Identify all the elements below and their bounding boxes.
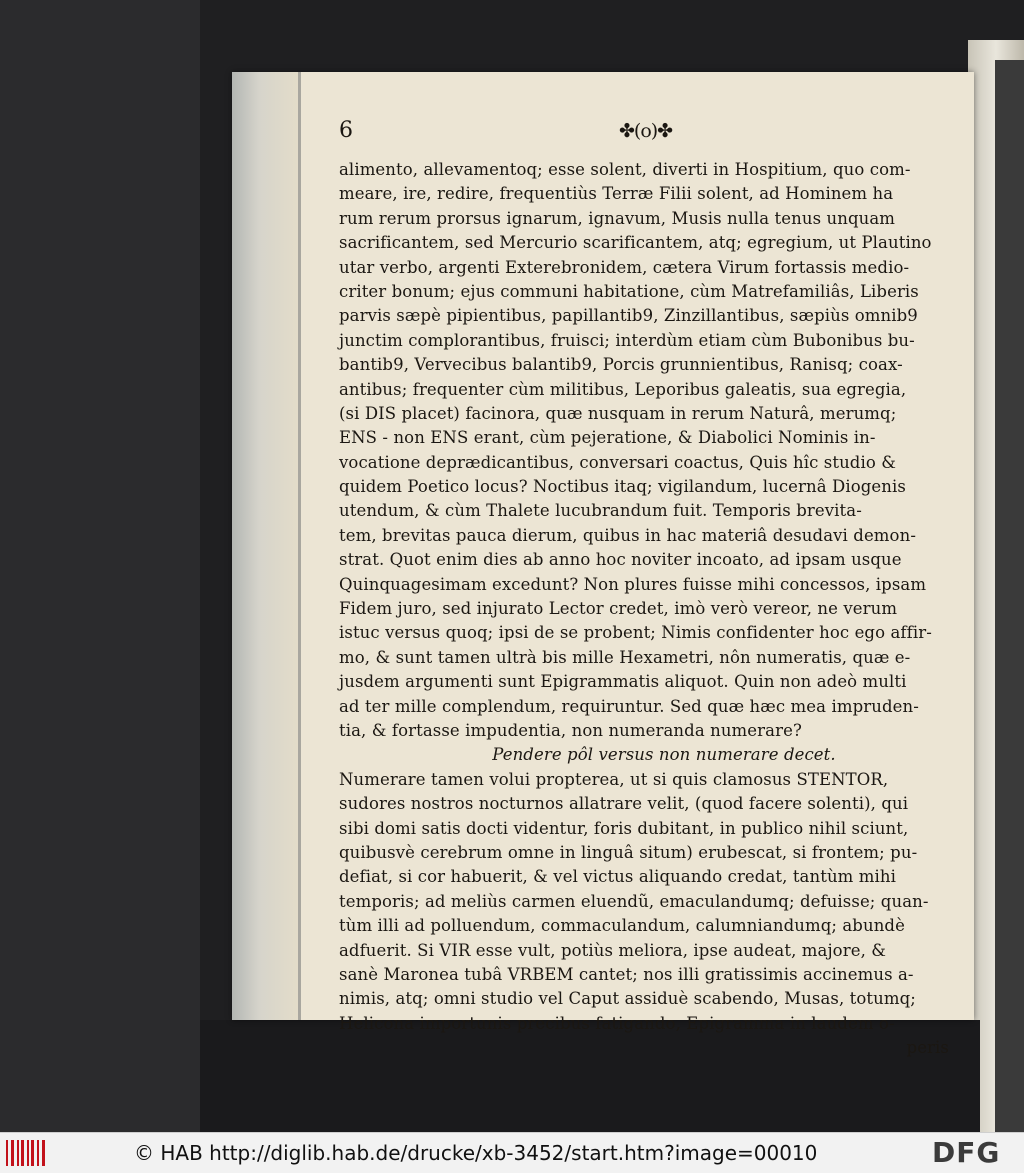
text-line: temporis; ad meliùs carmen eluendũ, emaculandumq; defuisse; quan- (339, 891, 929, 911)
text-line: antibus; frequenter cùm militibus, Leporibus galeatis, sua egregia, (339, 379, 907, 399)
text-line: (si DIS placet) facinora, quæ nusquam in rerum Naturâ, merumq; (339, 403, 897, 423)
footer-bar (0, 1132, 1024, 1173)
text-line: meare, ire, redire, frequentiùs Terræ Filii solent, ad Hominem ha (339, 184, 894, 204)
copyright-url-link[interactable]: © HAB http://diglib.hab.de/drucke/xb-3452/start.htm?image=00010 (134, 1141, 818, 1165)
text-line: alimento, allevamentoq; esse solent, diverti in Hospitium, quo com- (339, 160, 911, 179)
catchword: peris (906, 1038, 949, 1058)
text-line: mo, & sunt tamen ultrà bis mille Hexametri, nôn numeratis, quæ e- (339, 647, 911, 667)
text-line: nimis, atq; omni studio vel Caput assiduè scabendo, Musas, totumq; (339, 989, 916, 1009)
text-line: Helicona importunis precibus fatigando, Epigramma in laudem o- (339, 1013, 895, 1033)
text-line: ENS - non ENS erant, cùm pejeratione, & Diabolici Nominis in- (339, 428, 876, 448)
text-line: sibi domi satis docti videntur, foris dubitant, in publico nihil sciunt, (339, 818, 909, 838)
text-line: istuc versus quoq; ipsi de se probent; Nimis confidenter hoc ego affir- (339, 623, 932, 643)
text-line: vocatione deprædicantibus, conversari coactus, Quis hîc studio & (339, 452, 897, 472)
paragraph-1 (339, 158, 949, 743)
text-line: adfuerit. Si VIR esse vult, potiùs meliora, ipse audeat, majore, & (339, 940, 887, 960)
page-fold (298, 72, 301, 1020)
text-line: quibusvè cerebrum omne in linguâ situm) erubescat, si frontem; pu- (339, 842, 918, 862)
text-line: quidem Poetico locus? Noctibus itaq; vigilandum, lucernâ Diogenis (339, 477, 906, 497)
hab-barcode-logo-icon (6, 1140, 46, 1166)
text-line: defiat, si cor habuerit, & vel victus aliquando credat, tantùm mihi (339, 867, 896, 887)
header-ornament: ✤(o)✤ (619, 120, 673, 142)
book-cover-left (0, 0, 200, 1132)
text-line: bantib9, Vervecibus balantib9, Porcis grunnientibus, Ranisq; coax- (339, 355, 903, 375)
text-line: criter bonum; ejus communi habitatione, cùm Matrefamiliâs, Liberis (339, 281, 919, 301)
text-line: strat. Quot enim dies ab anno hoc noviter incoato, ad ipsam usque (339, 550, 902, 570)
page-text (339, 118, 949, 1060)
text-line: jusdem argumenti sunt Epigrammatis aliquot. Quin non adeò multi (339, 672, 907, 692)
book-cover-right (995, 60, 1024, 1132)
text-line: utar verbo, argenti Exterebronidem, cætera Virum fortassis medio- (339, 257, 910, 277)
dfg-logo: DFG (932, 1136, 1001, 1169)
page-header (339, 118, 949, 158)
page-gutter (232, 72, 300, 1020)
text-line: tia, & fortasse impudentia, non numeranda numerare? (339, 720, 802, 740)
paragraph-2 (339, 768, 949, 1036)
text-line: parvis sæpè pipientibus, papillantib9, Zinzillantibus, sæpiùs omnib9 (339, 306, 918, 326)
text-line: tùm illi ad polluendum, commaculandum, calumniandumq; abundè (339, 916, 905, 936)
text-line: Fidem juro, sed injurato Lector credet, imò verò vereor, ne verum (339, 599, 898, 619)
text-line: sudores nostros nocturnos allatrare velit, (quod facere solenti), qui (339, 794, 909, 814)
text-line: sanè Maronea tubâ VRBEM cantet; nos illi gratissimis accinemus a- (339, 964, 914, 984)
text-line: sacrificantem, sed Mercurio scarificantem, atq; egregium, ut Plautino (339, 233, 932, 253)
text-line: utendum, & cùm Thalete lucubrandum fuit. Temporis brevita- (339, 501, 862, 521)
text-line: tem, brevitas pauca dierum, quibus in hac materiâ desudavi demon- (339, 525, 916, 545)
text-line: junctim complorantibus, fruisci; interdùm etiam cùm Bubonibus bu- (339, 330, 915, 350)
text-line: ad ter mille complendum, requiruntur. Sed quæ hæc mea impruden- (339, 696, 919, 716)
motto-line: Pendere pôl versus non numerare decet. (492, 745, 836, 765)
text-line: Numerare tamen volui propterea, ut si quis clamosus STENTOR, (339, 769, 889, 789)
page-number: 6 (339, 118, 353, 143)
text-line: rum rerum prorsus ignarum, ignavum, Musis nulla tenus unquam (339, 208, 896, 228)
text-line: Quinquagesimam excedunt? Non plures fuisse mihi concessos, ipsam (339, 574, 927, 594)
